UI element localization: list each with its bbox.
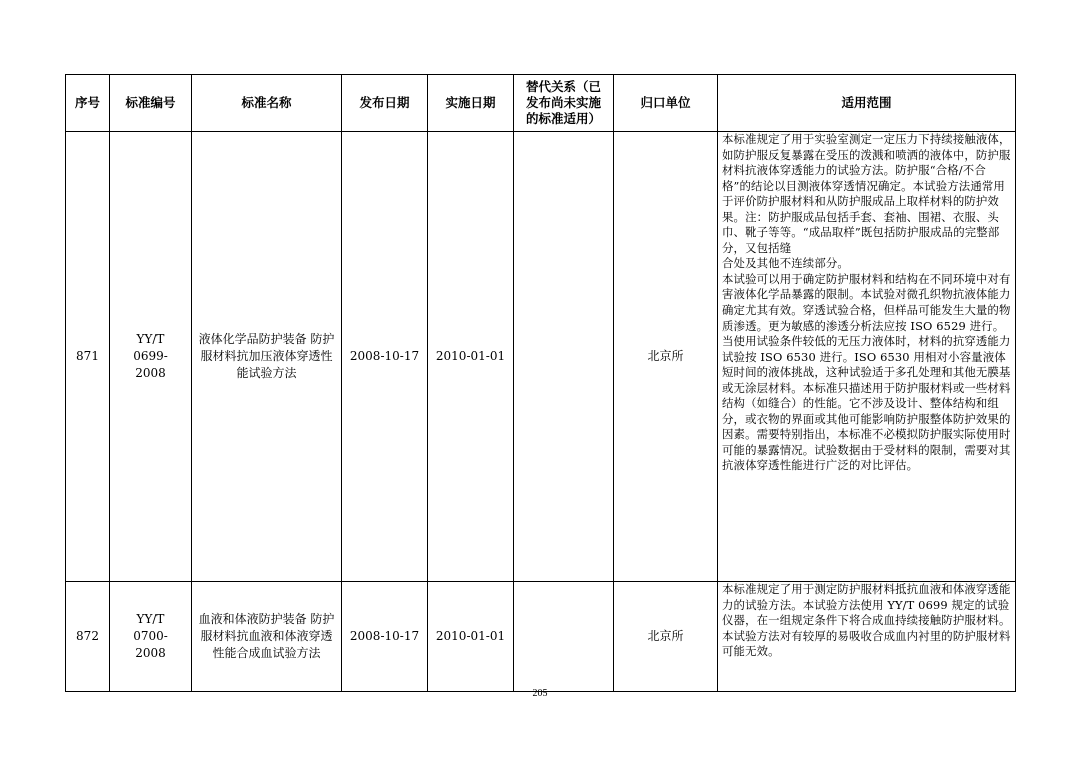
row-unit: 北京所	[614, 582, 718, 692]
row-name: 液体化学品防护装备 防护服材料抗加压液体穿透性能试验方法	[192, 132, 342, 582]
header-replacement: 替代关系（已发布尚未实施的标准适用）	[514, 75, 614, 132]
scope-paragraph: 本试验可以用于确定防护服材料和结构在不同环境中对有害液体化学品暴露的限制。本试验对微孔织物抗液体能力确定尤其有效。穿透试验合格，但样品可能发生大量的物质渗透。更为敏感的渗透分析法应按 ISO 6529 进行。当使用试验条件较低的无压力液体时，材料的抗穿透能力试验按 ISO 6530 进行。ISO 6530 用相对小容量液体短时间的液体挑战，这种试验适于多孔处理和其他无膜基或无涂层材料。本标准只描述用于防护服材料或一些材料结构（如缝合）的性能。它不涉及设计、整体结构和组分，或衣物的界面或其他可能影响防护服整体防护效果的因素。需要特别指出，本标准不必模拟防护服实际使用时可能的暴露情况。试验数据由于受材料的限制，需要对其抗液体穿透性能进行广泛的对比评估。	[722, 271, 1011, 473]
header-implement-date: 实施日期	[428, 75, 514, 132]
row-code: YY/T 0699-2008	[110, 132, 192, 582]
row-seq: 871	[66, 132, 110, 582]
header-scope: 适用范围	[718, 75, 1016, 132]
row-publish-date: 2008-10-17	[342, 582, 428, 692]
header-name: 标准名称	[192, 75, 342, 132]
table-row	[66, 582, 1016, 692]
header-publish-date: 发布日期	[342, 75, 428, 132]
row-code: YY/T 0700-2008	[110, 582, 192, 692]
standards-table	[65, 74, 1016, 692]
row-implement-date: 2010-01-01	[428, 132, 514, 582]
row-scope	[718, 132, 1016, 582]
row-seq: 872	[66, 582, 110, 692]
row-publish-date: 2008-10-17	[342, 132, 428, 582]
page-number: 205	[532, 688, 548, 699]
header-seq: 序号	[66, 75, 110, 132]
table-row	[66, 132, 1016, 582]
row-implement-date: 2010-01-01	[428, 582, 514, 692]
row-unit: 北京所	[614, 132, 718, 582]
header-row	[66, 75, 1016, 132]
scope-paragraph: 合处及其他不连续部分。	[722, 256, 849, 271]
scope-paragraph: 本标准规定了用于实验室测定一定压力下持续接触液体，如防护服反复暴露在受压的泼溅和喷洒的液体中，防护服材料抗液体穿透能力的试验方法。防护服“合格/不合格”的结论以目测液体穿透情况确定。本试验方法通常用于评价防护服材料和从防护服成品上取样材料的防护效果。注：防护服成品包括手套、套袖、围裙、衣服、头巾、靴子等等。“成品取样”既包括防护服成品的完整部分，又包括缝	[722, 132, 1011, 255]
row-scope	[718, 582, 1016, 692]
row-name: 血液和体液防护装备 防护服材料抗血液和体液穿透性能合成血试验方法	[192, 582, 342, 692]
header-unit: 归口单位	[614, 75, 718, 132]
row-replacement	[514, 132, 614, 582]
scope-paragraph: 本标准规定了用于测定防护服材料抵抗血液和体液穿透能力的试验方法。本试验方法使用 YY/T 0699 规定的试验仪器，在一组规定条件下将合成血持续接触防护服材料。本试验方法对有较厚的易吸收合成血内衬里的防护服材料可能无效。	[722, 582, 1011, 659]
header-code: 标准编号	[110, 75, 192, 132]
row-replacement	[514, 582, 614, 692]
